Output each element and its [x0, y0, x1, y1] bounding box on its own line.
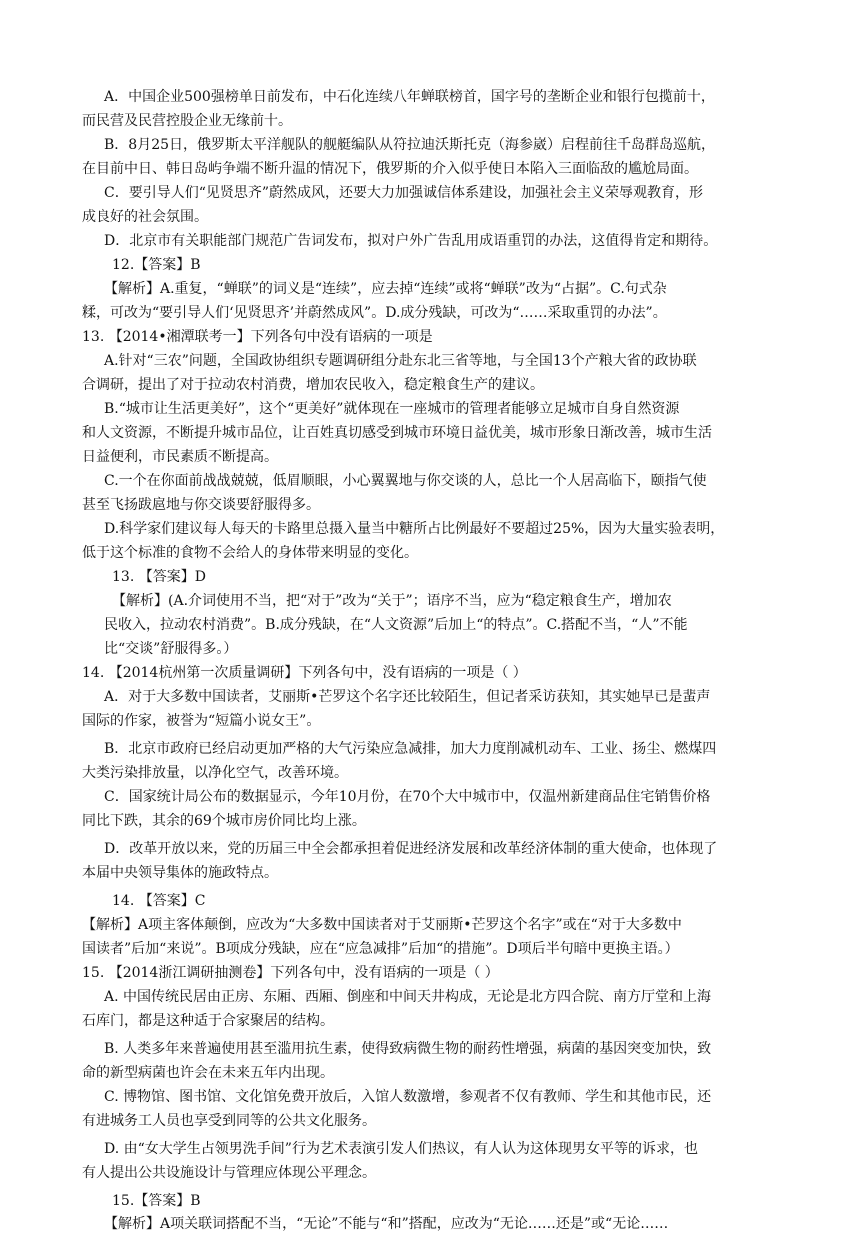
text-line: D．改革开放以来，党的历届三中全会都承担着促进经济发展和改革经济体制的重大使命，也体现了 [104, 841, 718, 857]
text-line: B．北京市政府已经启动更加严格的大气污染应急减排，加大力度削减机动车、工业、扬尘、燃煤四 [104, 741, 717, 757]
text-line: 【解析】A.重复，“蝉联”的词义是“连续”，应去掉“连续”或将“蝉联”改为“占据”。C.句式杂 [104, 281, 667, 297]
text-line: A.针对“三农”问题，全国政协组织专题调研组分赴东北三省等地，与全国13个产粮大省的政协联 [104, 353, 697, 369]
text-line: 低于这个标准的食物不会给人的身体带来明显的变化。 [82, 545, 418, 561]
text-line: B.“城市让生活更美好”，这个“更美好”就体现在一座城市的管理者能够立足城市自身自然资源 [104, 401, 680, 417]
text-line: 14. 【2014杭州第一次质量调研】下列各句中，没有语病的一项是（ ） [82, 665, 527, 681]
text-line: B．8月25日，俄罗斯太平洋舰队的舰艇编队从符拉迪沃斯托克（海参崴）启程前往千岛群岛巡航， [104, 137, 716, 153]
text-line: A．对于大多数中国读者，艾丽斯•芒罗这个名字还比较陌生，但记者采访获知，其实她早已是蜚声 [104, 689, 711, 705]
text-line: 【解析】A项主客体颠倒，应改为“大多数中国读者对于艾丽斯•芒罗这个名字”或在“对于大多数中 [82, 917, 682, 933]
text-line: A. 中国传统民居由正房、东厢、西厢、倒座和中间天井构成，无论是北方四合院、南方厅堂和上海 [104, 989, 712, 1005]
text-line: 在目前中日、韩日岛屿争端不断升温的情况下，俄罗斯的介入似乎使日本陷入三面临敌的尴尬局面。 [82, 161, 698, 177]
text-line: 13. 【2014•湘潭联考一】下列各句中没有语病的一项是 [82, 329, 433, 345]
text-line: 比“交谈”舒服得多。） [104, 641, 238, 657]
text-line: 有人提出公共设施设计与管理应体现公平理念。 [82, 1165, 376, 1181]
text-line: 15. 【2014浙江调研抽测卷】下列各句中，没有语病的一项是（ ） [82, 965, 499, 981]
text-line: D.科学家们建议每人每天的卡路里总摄入量当中糖所占比例最好不要超过25%，因为大量实验表明， [104, 521, 725, 537]
text-line: 糅，可改为“要引导人们‘见贤思齐’并蔚然成风”。D.成分残缺，可改为“……采取重罚的办法”。 [82, 305, 667, 321]
text-line: D．北京市有关职能部门规范广告词发布，拟对户外广告乱用成语重罚的办法，这值得肯定和期待。 [104, 233, 718, 249]
text-line: 和人文资源，不断提升城市品位，让百姓真切感受到城市环境日益优美，城市形象日渐改善，城市生活 [82, 425, 712, 441]
text-line: C．要引导人们“见贤思齐”蔚然成风，还要大力加强诚信体系建设，加强社会主义荣辱观教育，形 [104, 185, 704, 201]
text-line: 国读者”后加“来说”。B项成分残缺，应在“应急减排”后加“的措施”。D项后半句暗中更换主语。） [82, 941, 679, 957]
text-line: 本届中央领导集体的施政特点。 [82, 865, 278, 881]
text-line: 合调研，提出了对于拉动农村消费，增加农民收入，稳定粮食生产的建议。 [82, 377, 544, 393]
text-line: 命的新型病菌也许会在未来五年内出现。 [82, 1065, 334, 1081]
text-line: 有进城务工人员也享受到同等的公共文化服务。 [82, 1113, 376, 1129]
text-line: 14. 【答案】C [112, 893, 206, 909]
text-line: C. 博物馆、图书馆、文化馆免费开放后，入馆人数激增，参观者不仅有教师、学生和其他市民，还 [104, 1089, 712, 1105]
text-line: 13. 【答案】D [112, 569, 206, 585]
text-line: C．国家统计局公布的数据显示，今年10月份，在70个大中城市中，仅温州新建商品住宅销售价格 [104, 789, 711, 805]
text-line: A．中国企业500强榜单日前发布，中石化连续八年蝉联榜首，国字号的垄断企业和银行包揽前十， [104, 89, 715, 105]
text-line: D. 由“女大学生占领男洗手间”行为艺术表演引发人们热议，有人认为这体现男女平等的诉求，也 [104, 1141, 698, 1157]
text-line: 而民营及民营控股企业无缘前十。 [82, 113, 292, 129]
text-line: 民收入，拉动农村消费”。B.成分残缺，在“人文资源”后加上“的特点”。C.搭配不当，“人”不能 [104, 617, 688, 633]
cut-off-line: 【解析】A项关联词搭配不当，“无论”不能与“和”搭配，应改为“无论……还是”或“无论…… [104, 1216, 669, 1232]
text-line: 大类污染排放量，以净化空气，改善环境。 [82, 765, 348, 781]
text-line: C.一个在你面前战战兢兢，低眉顺眼，小心翼翼地与你交谈的人，总比一个人居高临下，颐指气使 [104, 473, 707, 489]
text-line: 【解析】(A.介词使用不当，把“对于”改为“关于”；语序不当，应为“稳定粮食生产，增加农 [112, 593, 672, 609]
text-line: 15.【答案】B [112, 1193, 201, 1209]
text-line: 成良好的社会氛围。 [82, 209, 208, 225]
text-line: 国际的作家，被誉为“短篇小说女王”。 [82, 713, 321, 729]
text-line: 石库门，都是这种适于合家聚居的结构。 [82, 1013, 334, 1029]
text-line: 日益便利，市民素质不断提高。 [82, 449, 278, 465]
text-line: 甚至飞扬跋扈地与你交谈要舒服得多。 [82, 497, 320, 513]
text-line: B. 人类多年来普遍使用甚至滥用抗生素，使得致病微生物的耐药性增强，病菌的基因突变加快，致 [104, 1041, 712, 1057]
text-line: 同比下跌，其余的69个城市房价同比均上涨。 [82, 813, 366, 829]
text-line: 12.【答案】B [112, 257, 201, 273]
